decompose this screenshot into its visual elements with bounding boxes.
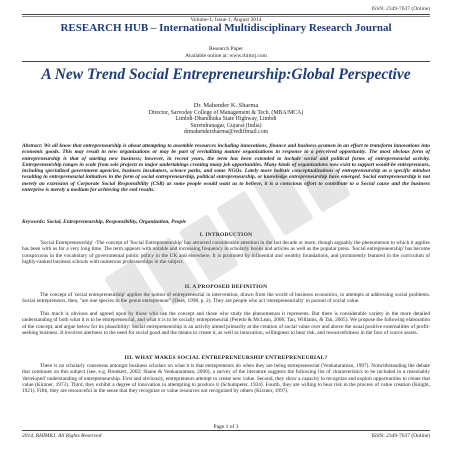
author-block [0,103,452,136]
author-name: Dr. Mahender K. Sharma [193,102,259,109]
section-paragraph: The concept of 'social entrepreneurship' applies the notion of entrepreneurial in intervention, drawn from the world of business economics, to attempts at addressing social problems. Social entrepreneurs, then, "are one species in the genus entrepreneur" (Dees, 1998, p. 2). They are people who act 'entrepreneurially' in pursuit of social value. [22,292,430,305]
page-number: Page 1 of 3 [213,424,239,430]
journal-title: RESEARCH HUB – International Multidisciplinary Research Journal [60,22,392,34]
section-heading-definition: II. A PROPOSED DEFINITION [184,284,268,290]
title-rule [22,61,430,62]
volume-issue: Volume-1, Issue-1, August 2014 [190,17,262,23]
section-paragraph: There is no scholarly consensus amongst business scholars on what it is that entrepreneurs do when they are being entrepreneurial (Venkataraman, 1997). Notwithstanding the debate that continues on this subject (see, e.g. Brenkert, 2002; Shane & Venkataraman, 2000), a survey of the literature suggests the following list of characteristics to be included in a reasonably 'developed' understanding of entrepreneurship. First and obviously, entrepreneurs attempt to create new value. Second, they show a capacity to recognize and exploit opportunities to create that value (Kirzner, 1973). Third, they exhibit a degree of innovation in attempting to produce it (Schumpeter, 1934). Fourth, they are willing to bear risk in the process of value creation (Knight, 1921). Fifth, they are resourceful in the sense that they recognize or value resources not recognized by others (Kirzner, 1997). [22,363,430,394]
author-address-1: Limbdi-Dhandhuka State Highway, Limbdi [175,116,277,123]
section-heading-introduction: I. INTRODUCTION [199,232,253,238]
footer-copyright: 2014, RHIMRJ, All Rights Reserved [22,433,102,439]
author-affiliation: Director, Sarvoday College of Management & Tech. (MBA/MCA) [148,109,304,116]
author-address-2: Surendranagar, Gujarat (India) [190,122,262,129]
keywords: Keywords: Social, Entrepreneurship, Responsibility, Organization, People [22,219,187,225]
abstract: Abstract: We all know that entrepreneurship is about attempting to assemble resources including innovations, finance and business acumen in an effort to transform innovations into economic goods. This may result in new organizations or may be part of revitalizing mature organizations in response to a perceived opportunity. The most obvious form of entrepreneurship is that of starting new business; however, in recent years, the term has been extended to include social and political forms of entrepreneurial activity. Entrepreneurship ranges in scale from sole projects to major undertakings creating many job opportunities. Many kinds of organizations now exist to support would-be entrepreneurs, including specialized government agencies, business incubators, science parks, and some NGOs. Lately more holistic conceptualizations of entrepreneurship as a specific mindset resulting in entrepreneurial initiatives in the form of social entrepreneurship, political entrepreneurship, or knowledge entrepreneurship have emerged. Social entrepreneurship is not merely an extension of Corporate Social Responsibility (CSR) as some people would want us to believe, it is a conscious effort to contribute to a Social cause and the business enterprise is merely a medium for achieving the end results. [22,143,430,194]
paper-title: A New Trend Social Entrepreneurship:Global Perspective [41,66,411,83]
author-email: drmahendersharma@rediffmail.com [183,129,269,136]
section-paragraph: This much is obvious and agreed upon by those who use the concept and those who study the phenomenon it represents. But there is considerable variety in the more detailed understanding of both what it is to be entrepreneurial, and what it is to be socially entrepreneurial (Peredo & McLean, 2006; Tan, Williams, & Tan, 2005). We propose the following elaboration of the concept, and argue below for its plausibility: Social entrepreneurship is an activity aimed primarily at the creation of social value over and above the usual positive externalities of profit-seeking business. It involves alertness to the need for social good and the means to create it, as well as innovation, willingness to bear risk, and resourcefulness in the face of scarce assets. [22,311,430,336]
paper-type: Research Paper [208,46,244,52]
footer-rule [22,430,430,431]
footer-issn: ISSN: 2349-7637 (Online) [371,433,430,439]
availability-line: Available online at: www.rhimrj.com [185,53,267,59]
section-heading-what-makes: III. WHAT MAKES SOCIAL ENTREPRENEURSHIP ENTREPRENEURIAL? [124,355,328,361]
issn-top: ISSN: 2349-7637 (Online) [371,6,430,12]
section-paragraph: 'Social Entrepreneurship' -The concept of 'Social Entrepreneurship' has attracted considerable attention in the last decade or more, though arguably the phenomenon to which it applies has been with us for a very long time. The term appears with notable and increasing frequency in scholarly books and articles as well as the popular press. 'Social entrepreneurship' has become conspicuous in the vocabulary of governmental public policy in the UK and elsewhere. It is promoted by influential and wealthy foundations, and prominently featured in the curriculum of highly-ranked business schools with numerous professorships in the subject. [22,240,430,265]
